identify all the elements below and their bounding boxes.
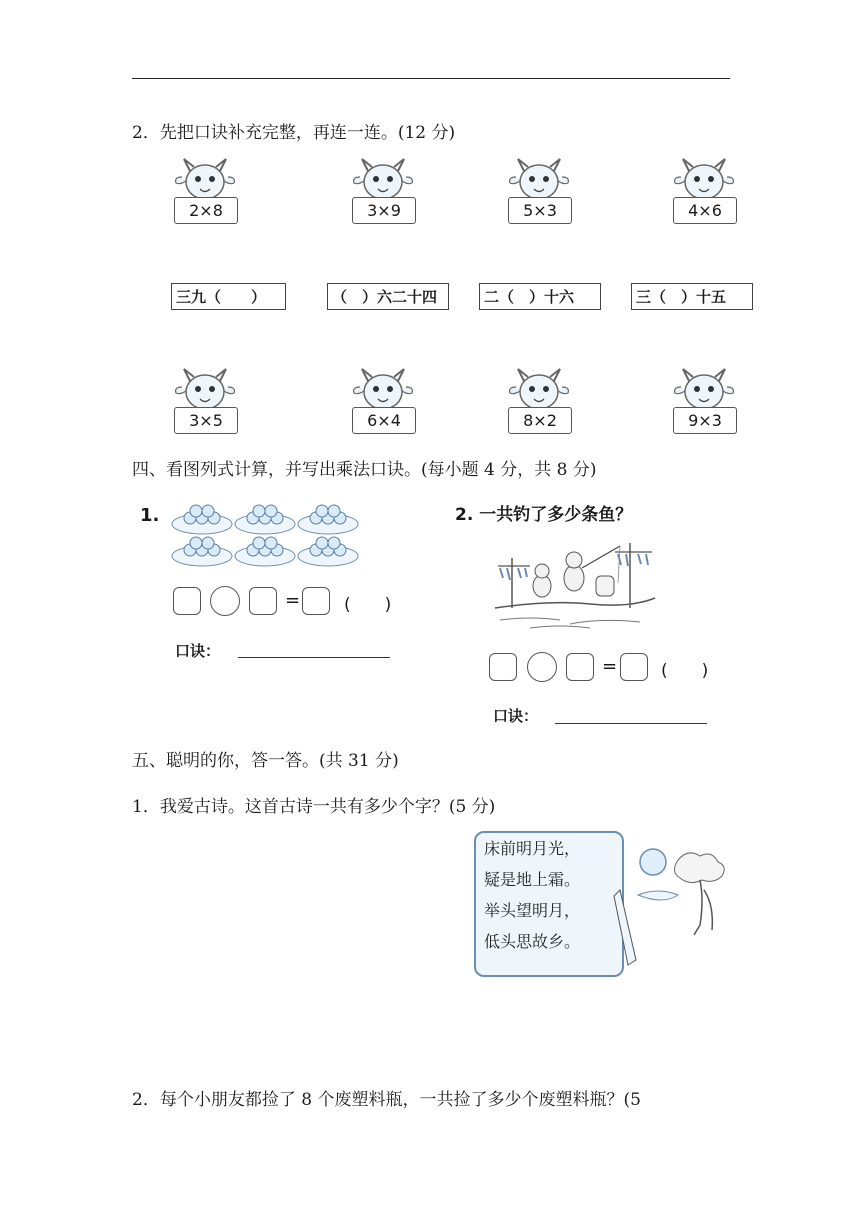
peach [202,505,214,517]
section5-q1: 1．我爱古诗。这首古诗一共有多少个字？(5 分) [132,797,496,817]
goat-card-top-3[interactable] [508,157,568,235]
peach [316,537,328,549]
goat-icon [352,367,414,411]
goat-icon [508,157,570,201]
goat-card-bottom-2[interactable] [352,367,412,445]
multiplication-label: 9×3 [673,407,737,434]
poem-line: 疑是地上霜。 [484,870,581,889]
peach [328,505,340,517]
equals-sign-1: = [285,590,301,611]
goat-card-bottom-1[interactable] [174,367,234,445]
goat-icon [352,157,414,201]
multiplication-label: 6×4 [352,407,416,434]
answer-box-1c[interactable] [302,587,330,615]
operator-circle-2[interactable] [527,652,557,682]
problem-1-number: 1. [140,505,160,526]
rhyme-box-1[interactable]: 三九（ ） [171,283,286,310]
peach [253,505,265,517]
goat-card-top-4[interactable] [673,157,733,235]
koujue-line-1[interactable] [238,657,390,658]
answer-box-2b[interactable] [566,653,594,681]
poem-card [474,831,624,977]
peach-plates-image [170,500,365,570]
peach [202,537,214,549]
multiplication-label: 8×2 [508,407,572,434]
peach [316,505,328,517]
q2-title: 2．先把口诀补充完整，再连一连。(12 分) [132,123,456,143]
problem-2-title: 2. 一共钓了多少条鱼？ [455,505,633,525]
answer-box-2a[interactable] [489,653,517,681]
fishing-cats-image [490,538,660,633]
peach [328,537,340,549]
multiplication-label: 4×6 [673,197,737,224]
rhyme-box-4[interactable]: 三（ ）十五 [631,283,753,310]
answer-box-2c[interactable] [620,653,648,681]
equals-sign-2: = [602,656,618,677]
goat-icon [673,367,735,411]
moon-poet-image [608,840,733,980]
koujue-label-2: 口诀： [493,707,539,725]
multiplication-label: 3×9 [352,197,416,224]
section5-q2: 2．每个小朋友都捡了 8 个废塑料瓶，一共捡了多少个废塑料瓶？(5 [132,1090,641,1110]
answer-box-1b[interactable] [249,587,277,615]
answer-box-1a[interactable] [173,587,201,615]
multiplication-label: 2×8 [174,197,238,224]
poem-line: 举头望明月， [484,901,581,920]
peach [190,505,202,517]
peach [190,537,202,549]
peach [265,505,277,517]
koujue-label-1: 口诀： [175,642,221,660]
goat-icon [508,367,570,411]
paren-blank-1[interactable]: ( ) [344,595,392,615]
peach [265,537,277,549]
section5-title: 五、聪明的你，答一答。(共 31 分) [132,751,399,771]
section4-title: 四、看图列式计算，并写出乘法口诀。(每小题 4 分，共 8 分) [132,460,597,480]
operator-circle-1[interactable] [210,586,240,616]
goat-card-top-1[interactable] [174,157,234,235]
multiplication-label: 3×5 [174,407,238,434]
goat-card-top-2[interactable] [352,157,412,235]
goat-icon [174,157,236,201]
rhyme-box-3[interactable]: 二（ ）十六 [479,283,601,310]
rhyme-box-2[interactable]: （ ）六二十四 [327,283,449,310]
multiplication-label: 5×3 [508,197,572,224]
goat-card-bottom-3[interactable] [508,367,568,445]
poem-line: 床前明月光， [484,839,581,858]
poem-line: 低头思故乡。 [484,932,581,951]
koujue-line-2[interactable] [555,723,707,724]
peach [253,537,265,549]
goat-icon [673,157,735,201]
goat-icon [174,367,236,411]
top-rule [132,78,730,79]
paren-blank-2[interactable]: ( ) [661,661,709,681]
goat-card-bottom-4[interactable] [673,367,733,445]
